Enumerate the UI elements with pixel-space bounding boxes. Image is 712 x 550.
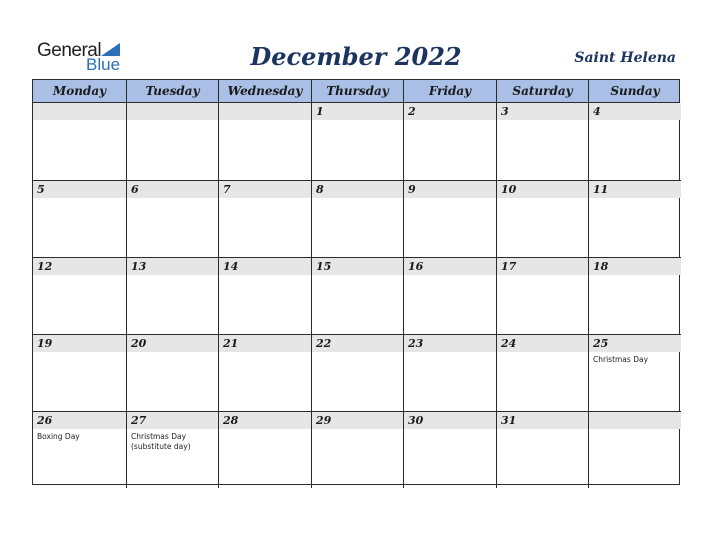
- day-cell: [126, 411, 218, 488]
- day-cell: [126, 257, 218, 334]
- day-cell: [33, 334, 126, 411]
- day-number: 24: [501, 337, 517, 350]
- day-number-strip: [404, 103, 496, 120]
- day-cell: [218, 257, 311, 334]
- day-number: 27: [131, 414, 147, 427]
- day-cell: [126, 103, 218, 180]
- day-number: 17: [501, 260, 517, 273]
- day-cell: [311, 411, 403, 488]
- day-number: 8: [316, 183, 324, 196]
- day-number: 23: [408, 337, 424, 350]
- day-number-strip: [219, 181, 311, 198]
- day-number: 10: [501, 183, 517, 196]
- day-number-strip: [497, 103, 588, 120]
- day-number: 5: [37, 183, 45, 196]
- day-cell: [588, 103, 681, 180]
- day-number: 25: [593, 337, 609, 350]
- day-cell: [218, 103, 311, 180]
- day-number-strip: [127, 181, 218, 198]
- day-number-strip: [312, 181, 403, 198]
- day-cell: [496, 103, 588, 180]
- day-cell: [496, 411, 588, 488]
- day-number-strip: [127, 103, 218, 120]
- calendar-title: December 2022: [250, 42, 462, 71]
- day-cell: [496, 180, 588, 257]
- day-cell: [496, 334, 588, 411]
- logo-text-general: General: [37, 40, 102, 61]
- day-number: 26: [37, 414, 53, 427]
- day-number-strip: [589, 103, 681, 120]
- weekday-header: Monday: [52, 84, 107, 98]
- region-name: Saint Helena: [574, 50, 676, 66]
- day-number-strip: [312, 103, 403, 120]
- day-number: 11: [593, 183, 609, 196]
- day-cell: [311, 180, 403, 257]
- day-number: 16: [408, 260, 424, 273]
- day-number: 18: [593, 260, 609, 273]
- day-number: 29: [316, 414, 332, 427]
- day-number: 13: [131, 260, 147, 273]
- logo-text-blue: Blue: [86, 55, 121, 74]
- day-number: 15: [316, 260, 332, 273]
- day-cell: [33, 103, 126, 180]
- weekday-header: Wednesday: [218, 80, 311, 102]
- day-number: 9: [408, 183, 416, 196]
- day-cell: [311, 257, 403, 334]
- day-cell: [126, 334, 218, 411]
- day-cell: [403, 103, 496, 180]
- day-cell: [218, 334, 311, 411]
- day-number-strip: [589, 412, 681, 429]
- day-number: 12: [37, 260, 53, 273]
- weekday-header: Friday: [403, 80, 496, 102]
- day-cell: [311, 334, 403, 411]
- day-cell: [403, 411, 496, 488]
- day-cell: [126, 180, 218, 257]
- day-number: 28: [223, 414, 239, 427]
- day-cell: [403, 180, 496, 257]
- day-cell: [588, 257, 681, 334]
- day-number: 22: [316, 337, 332, 350]
- holiday-label: Boxing Day: [37, 432, 80, 441]
- day-cell: [218, 411, 311, 488]
- weekday-header: Saturday: [496, 80, 588, 102]
- day-number-strip: [404, 181, 496, 198]
- day-number: 19: [37, 337, 53, 350]
- day-number: 4: [593, 105, 601, 118]
- calendar-grid: [32, 79, 680, 485]
- day-number: 14: [223, 260, 239, 273]
- day-number: 3: [501, 105, 509, 118]
- day-number: 1: [316, 105, 324, 118]
- day-number: 31: [501, 414, 517, 427]
- day-cell: [33, 180, 126, 257]
- holiday-label: Christmas Day: [593, 355, 649, 364]
- day-cell: [403, 334, 496, 411]
- day-cell: [588, 334, 681, 411]
- day-number: 20: [131, 337, 147, 350]
- day-cell: [218, 180, 311, 257]
- day-cell: [311, 103, 403, 180]
- day-cell: [496, 257, 588, 334]
- weekday-header: Thursday: [311, 80, 403, 102]
- day-number-strip: [219, 103, 311, 120]
- day-cell: [588, 411, 681, 488]
- day-number-strip: [33, 181, 126, 198]
- day-cell: [588, 180, 681, 257]
- day-number: 30: [408, 414, 424, 427]
- weekday-header: Tuesday: [126, 80, 218, 102]
- day-cell: [33, 257, 126, 334]
- holiday-label: Christmas Day (substitute day): [131, 432, 191, 451]
- weekday-header-row: [33, 80, 679, 103]
- day-number-strip: [33, 103, 126, 120]
- day-cell: [33, 411, 126, 488]
- day-cell: [403, 257, 496, 334]
- day-number: 7: [223, 183, 231, 196]
- day-number: 21: [223, 337, 239, 350]
- day-number: 6: [131, 183, 139, 196]
- weekday-header: Sunday: [588, 80, 681, 102]
- day-number: 2: [408, 105, 416, 118]
